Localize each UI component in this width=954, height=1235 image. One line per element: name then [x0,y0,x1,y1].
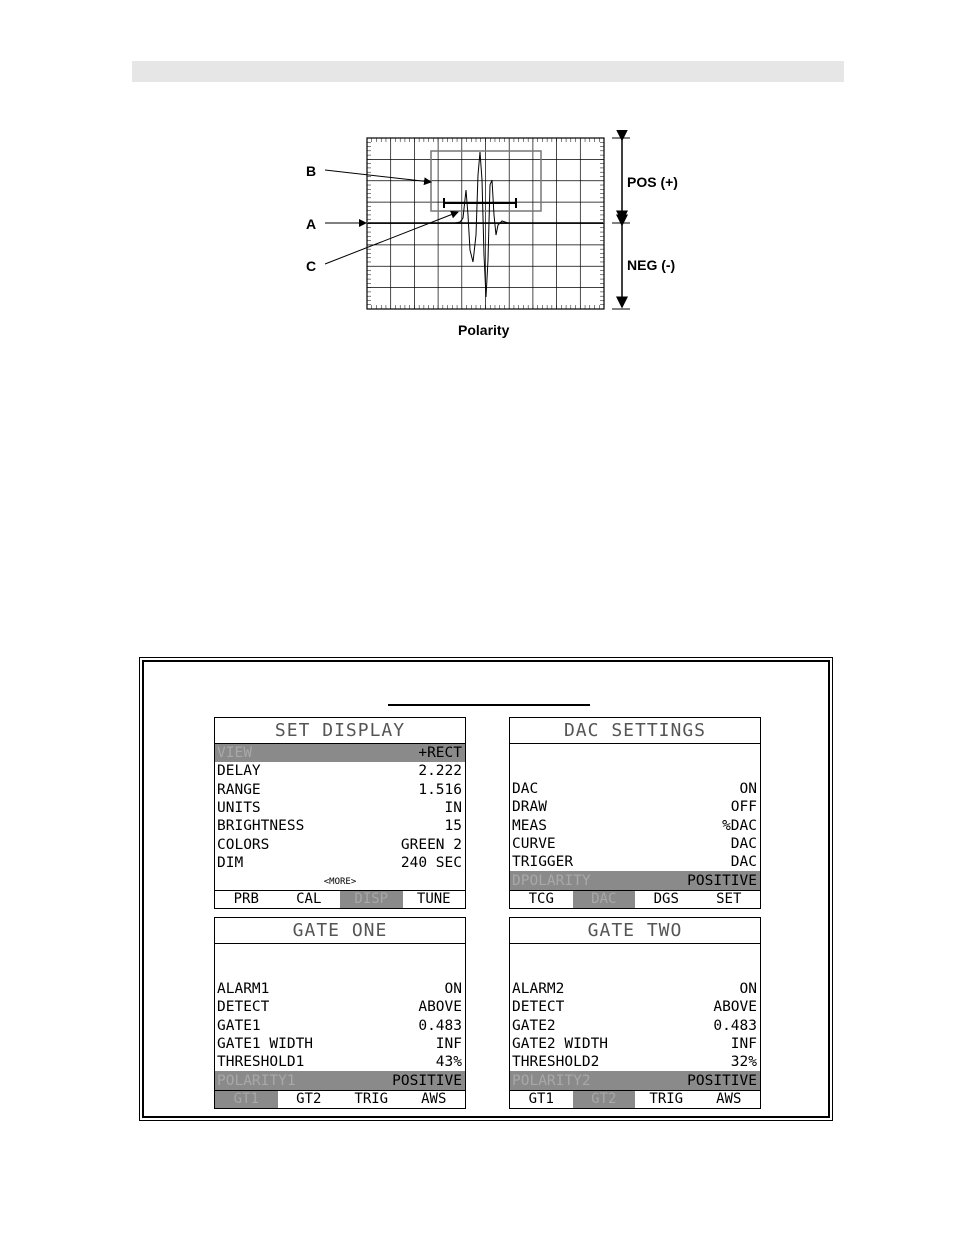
menu-row-gate1[interactable]: GATE1 0.483 [217,1017,462,1034]
gate-two-panel [509,917,761,1109]
menu-row-dim[interactable]: DIM 240 SEC [217,854,462,871]
tab-prb[interactable]: PRB [233,891,259,907]
menu-row-dac[interactable]: DAC ON [512,781,757,798]
polarity-figure [300,130,700,320]
tab-disp[interactable]: DISP [340,891,403,908]
panel-tab-bar [215,890,465,908]
menu-row-meas[interactable]: MEAS %DAC [512,817,757,834]
panel-title: GATE TWO [510,918,760,944]
tab-trig[interactable]: TRIG [649,1091,684,1107]
section-header-bar [132,61,844,82]
label-pos: POS (+) [627,174,678,190]
menu-row-gate1-width[interactable]: GATE1 WIDTH INF [217,1036,462,1053]
menu-row-units[interactable]: UNITS IN [217,800,462,817]
menu-row-detect[interactable]: DETECT ABOVE [512,999,757,1016]
menu-row-alarm2[interactable]: ALARM2 ON [512,981,757,998]
menu-row-trigger[interactable]: TRIGGER DAC [512,854,757,871]
tab-gt1[interactable]: GT1 [215,1091,278,1108]
tab-gt1[interactable]: GT1 [528,1091,554,1107]
figure-caption: Polarity [458,322,510,338]
menu-row-view[interactable]: VIEW +RECT [215,744,465,762]
panel-title: SET DISPLAY [215,718,465,744]
tab-dac[interactable]: DAC [573,891,636,908]
label-a: A [306,216,317,232]
menu-row-colors[interactable]: COLORS GREEN 2 [217,836,462,853]
menu-row-polarity2[interactable]: POLARITY2 POSITIVE [510,1071,760,1089]
menu-row-curve[interactable]: CURVE DAC [512,836,757,853]
tab-gt2[interactable]: GT2 [296,1091,322,1107]
menu-row-polarity1[interactable]: POLARITY1 POSITIVE [215,1071,465,1089]
tab-aws[interactable]: AWS [421,1091,447,1107]
tab-aws[interactable]: AWS [716,1091,742,1107]
panel-title: DAC SETTINGS [510,718,760,744]
menu-row-alarm1[interactable]: ALARM1 ON [217,981,462,998]
panel-tab-bar [510,1090,760,1108]
screens-title-underline [388,704,590,706]
tab-dgs[interactable]: DGS [653,891,679,907]
panel-tab-bar [510,890,760,908]
label-c: C [306,258,317,274]
menu-row-dpolarity[interactable]: DPOLARITY POSITIVE [510,871,760,889]
tab-gt2[interactable]: GT2 [573,1091,636,1108]
dac-settings-panel [509,717,761,909]
tab-cal[interactable]: CAL [296,891,322,907]
menu-row-detect[interactable]: DETECT ABOVE [217,999,462,1016]
tab-set[interactable]: SET [716,891,742,907]
menu-row-threshold2[interactable]: THRESHOLD2 32% [512,1054,757,1071]
menu-row-draw[interactable]: DRAW OFF [512,799,757,816]
menu-row-gate2[interactable]: GATE2 0.483 [512,1017,757,1034]
menu-row-delay[interactable]: DELAY 2.222 [217,763,462,780]
menu-row-threshold1[interactable]: THRESHOLD1 43% [217,1054,462,1071]
tab-tcg[interactable]: TCG [528,891,554,907]
set-display-panel [214,717,466,909]
label-neg: NEG (-) [627,257,676,273]
tab-tune[interactable]: TUNE [416,891,451,907]
label-b: B [306,163,317,179]
more-indicator: <MORE> [323,877,357,887]
menu-row-gate2-width[interactable]: GATE2 WIDTH INF [512,1036,757,1053]
menu-row-brightness[interactable]: BRIGHTNESS 15 [217,818,462,835]
menu-row-range[interactable]: RANGE 1.516 [217,781,462,798]
panel-title: GATE ONE [215,918,465,944]
gate-one-panel [214,917,466,1109]
tab-trig[interactable]: TRIG [354,1091,389,1107]
panel-tab-bar [215,1090,465,1108]
